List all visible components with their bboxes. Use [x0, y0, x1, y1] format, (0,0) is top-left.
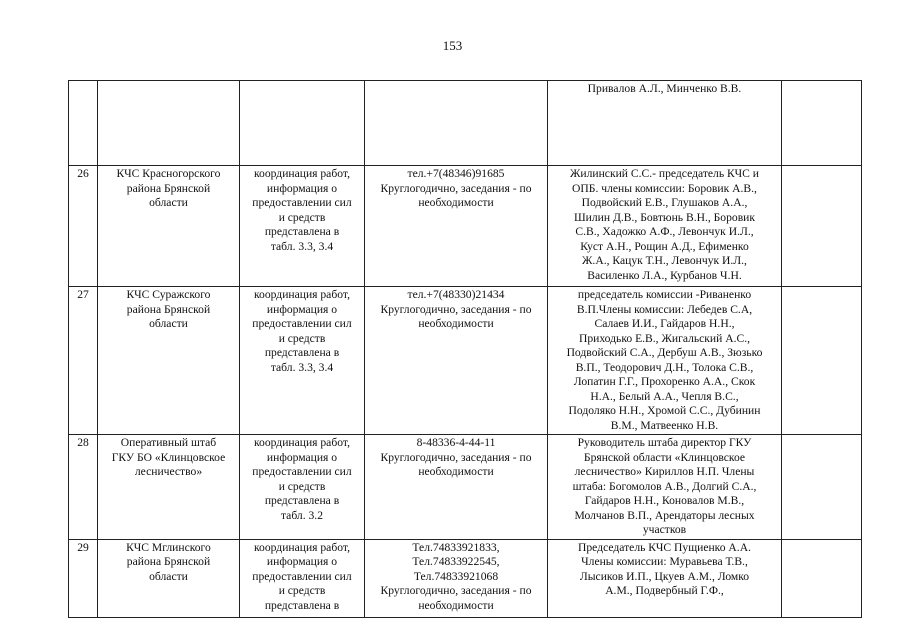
- function-line: предоставлении сил: [252, 465, 352, 478]
- contacts-line: тел.+7(48346)91685: [407, 167, 505, 180]
- cell-notes: [782, 166, 862, 287]
- members-line: участков: [642, 523, 687, 536]
- members-line: В.П.Члены комиссии: Лебедев С.А,: [576, 302, 753, 316]
- cell-num: [69, 539, 98, 617]
- function-line: информация о: [266, 302, 338, 316]
- cell-function: [240, 539, 365, 617]
- members-line: Жилинский С.С.- председатель КЧС и: [570, 167, 759, 180]
- cell-function: [240, 435, 365, 540]
- cell-members: [548, 539, 782, 617]
- row-number: 29: [77, 540, 89, 554]
- members-line: Подвойский С.А., Дербуш А.В., Зюзько: [566, 346, 763, 359]
- members-line: Шилин Д.В., Бовтюнь В.Н., Боровик: [573, 210, 756, 224]
- function-line: и средств: [278, 210, 326, 224]
- org-line: КЧС Суражского: [126, 288, 211, 301]
- contacts-line: Круглогодично, заседания - по: [380, 584, 532, 597]
- members-line: Молчанов В.П., Арендаторы лесных: [574, 508, 755, 522]
- continuation-row: [69, 81, 862, 166]
- members-line: С.В., Хадожко А.Ф., Левончук И.Л.,: [575, 225, 754, 238]
- org-line: области: [149, 196, 188, 209]
- members-line: В.П., Теодорович Д.Н., Толока С.В.,: [575, 360, 754, 374]
- cell-num: [69, 81, 98, 166]
- members-line: лесничество» Кириллов Н.П. Члены: [574, 465, 755, 478]
- org-line: КЧС Красногорского: [116, 167, 221, 180]
- contacts-line: необходимости: [418, 598, 494, 612]
- cell-org: [98, 435, 240, 540]
- contacts-line: необходимости: [418, 196, 494, 209]
- function-line: координация работ,: [254, 540, 350, 554]
- table-row: [69, 287, 862, 435]
- members-line: Члены комиссии: Муравьева Т.В.,: [581, 555, 748, 568]
- members-line: Ж.А., Кацук Т.Н., Левончук И.Л.,: [582, 254, 747, 267]
- contacts-line: Круглогодично, заседания - по: [380, 302, 532, 316]
- members-line: Руководитель штаба директор ГКУ: [577, 436, 752, 449]
- function-line: координация работ,: [254, 436, 350, 449]
- members-line: ОПБ. члены комиссии: Боровик А.В.,: [572, 181, 757, 195]
- cell-org: [98, 287, 240, 435]
- contacts-line: тел.+7(48330)21434: [407, 288, 505, 301]
- table-row: [69, 435, 862, 540]
- cell-num: [69, 287, 98, 435]
- members-line: А.М., Подвербный Г.Ф.,: [605, 584, 724, 597]
- function-line: предоставлении сил: [252, 196, 352, 209]
- row-number: 27: [77, 288, 89, 301]
- function-line: координация работ,: [254, 167, 350, 180]
- org-line: района Брянской: [126, 302, 211, 316]
- org-line: лесничество»: [134, 465, 203, 478]
- function-line: информация о: [266, 555, 338, 568]
- members-line: председатель комиссии -Риваненко: [577, 288, 752, 301]
- function-line: табл. 3.3, 3.4: [270, 360, 334, 374]
- function-line: представлена в: [264, 494, 340, 507]
- members-text: Привалов А.Л., Минченко В.В.: [587, 82, 742, 95]
- members-line: Лысиков И.П., Цкуев А.М., Ломко: [579, 569, 750, 583]
- members-line: Лопатин Г.Г., Прохоренко А.А., Скок: [573, 375, 756, 388]
- cell-members: [548, 166, 782, 287]
- cell-notes: [782, 287, 862, 435]
- function-line: координация работ,: [254, 288, 350, 301]
- cell-notes: [782, 539, 862, 617]
- contacts-line: Круглогодично, заседания - по: [380, 450, 532, 464]
- contacts-line: Тел.74833921833,: [412, 540, 500, 554]
- cell-notes: [782, 435, 862, 540]
- cell-notes: [782, 81, 862, 166]
- function-line: и средств: [278, 584, 326, 597]
- org-line: области: [149, 317, 188, 330]
- commissions-table: [68, 80, 862, 618]
- function-line: информация о: [266, 450, 338, 464]
- members-line: В.М., Матвеенко Н.В.: [610, 418, 719, 432]
- cell-function: [240, 166, 365, 287]
- contacts-line: необходимости: [418, 317, 494, 330]
- row-number: 28: [77, 436, 89, 449]
- cell-contacts: [365, 166, 548, 287]
- members-line: Гайдаров Н.Н., Коновалов М.В.,: [584, 494, 745, 507]
- cell-members: [548, 81, 782, 166]
- members-line: Приходько Е.В., Жигальский А.С.,: [578, 331, 751, 345]
- org-line: ГКУ БО «Клинцовское: [111, 450, 226, 464]
- cell-contacts: [365, 435, 548, 540]
- members-line: Подвойский Е.В., Глушаков А.А.,: [581, 196, 748, 209]
- cell-num: [69, 435, 98, 540]
- cell-members: [548, 287, 782, 435]
- table-row: [69, 166, 862, 287]
- members-line: Подоляко Н.Н., Хромой С.С., Дубинин: [568, 404, 761, 417]
- function-line: представлена в: [264, 346, 340, 359]
- cell-members: [548, 435, 782, 540]
- contacts-line: Круглогодично, заседания - по: [380, 181, 532, 195]
- cell-org: [98, 539, 240, 617]
- contacts-line: необходимости: [418, 465, 494, 478]
- members-line: Председатель КЧС Пущиенко А.А.: [578, 540, 751, 554]
- page-number: 153: [442, 38, 463, 53]
- org-line: Оперативный штаб: [120, 436, 217, 449]
- cell-num: [69, 166, 98, 287]
- org-line: района Брянской: [126, 181, 211, 195]
- function-line: предоставлении сил: [252, 317, 352, 330]
- function-line: и средств: [278, 479, 326, 493]
- table-row: [69, 539, 862, 617]
- function-line: информация о: [266, 181, 338, 195]
- row-number: 26: [77, 167, 89, 180]
- contacts-line: Тел.74833922545,: [412, 555, 500, 568]
- function-line: табл. 3.3, 3.4: [270, 239, 334, 253]
- function-line: представлена в: [264, 598, 340, 612]
- function-line: предоставлении сил: [252, 569, 352, 583]
- function-line: табл. 3.2: [280, 508, 324, 522]
- org-line: области: [149, 569, 188, 583]
- cell-function: [240, 81, 365, 166]
- org-line: КЧС Мглинского: [126, 540, 211, 554]
- cell-contacts: [365, 539, 548, 617]
- members-line: Брянской области «Клинцовское: [583, 450, 746, 464]
- cell-function: [240, 287, 365, 435]
- members-line: Василенко Л.А., Курбанов Ч.Н.: [587, 268, 742, 282]
- members-line: Н.А., Белый А.А., Чепля В.С.,: [590, 389, 739, 403]
- cell-contacts: [365, 287, 548, 435]
- cell-org: [98, 81, 240, 166]
- org-line: района Брянской: [126, 555, 211, 568]
- contacts-line: Тел.74833921068: [413, 569, 499, 583]
- function-line: и средств: [278, 331, 326, 345]
- function-line: представлена в: [264, 225, 340, 238]
- cell-contacts: [365, 81, 548, 166]
- members-line: Куст А.Н., Рощин А.Д., Ефименко: [580, 239, 749, 253]
- contacts-line: 8-48336-4-44-11: [416, 436, 496, 449]
- members-line: Салаев И.И., Гайдаров Н.Н.,: [594, 317, 735, 330]
- members-line: штаба: Богомолов А.В., Долгий С.А.,: [572, 479, 757, 493]
- cell-org: [98, 166, 240, 287]
